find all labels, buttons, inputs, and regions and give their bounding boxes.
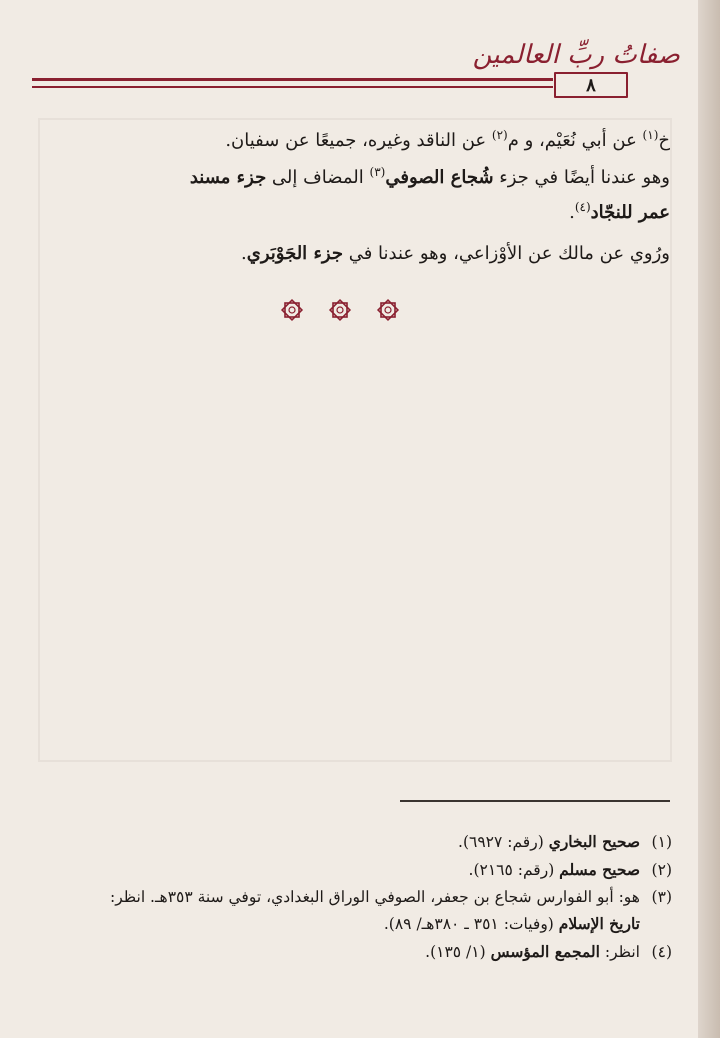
footnote-number: (١) xyxy=(651,833,672,851)
footnote-text: (رقم: ٦٩٢٧). xyxy=(458,833,549,851)
source-title: صحيح البخاري xyxy=(548,832,640,851)
body-line-1 xyxy=(225,128,670,151)
header-rule xyxy=(32,72,698,98)
text-run: . xyxy=(241,243,247,264)
source-title: صحيح مسلم xyxy=(559,860,640,879)
footnote-number: (٤) xyxy=(651,943,672,961)
header-rule-line-thick xyxy=(32,78,553,81)
text-run: وهو عندنا أيضًا في جزء xyxy=(493,167,670,188)
ornament-star-icon xyxy=(376,298,400,322)
body-line-2 xyxy=(190,165,670,188)
source-title: تاريخ الإسلام xyxy=(558,914,640,933)
footnote-rule xyxy=(400,800,670,802)
footnote-text: (وفيات: ٣٥١ ـ ٣٨٠هـ/ ٨٩). xyxy=(383,915,559,933)
text-run: خ xyxy=(658,130,670,151)
text-run: . xyxy=(569,202,575,223)
footnote-3-continued xyxy=(384,914,672,933)
ornament-star-icon xyxy=(328,298,352,322)
ornament-star-icon xyxy=(280,298,304,322)
page-number-box xyxy=(554,72,628,98)
source-title: المجمع المؤسس xyxy=(490,942,600,961)
footnote-number: (٢) xyxy=(651,861,672,879)
bold-term: جزء مسند xyxy=(189,167,267,188)
footnote-text: انظر: xyxy=(599,943,640,961)
text-run: عن أبي نُعَيْم، و م xyxy=(507,130,643,151)
footnote-ref-4[interactable]: (٤) xyxy=(574,200,591,214)
footnote-ref-2[interactable]: (٢) xyxy=(491,128,508,142)
body-line-3 xyxy=(569,200,670,223)
bold-term: جزء الجَوْبَري xyxy=(246,243,343,264)
bold-term: شُجاع الصوفي xyxy=(385,167,494,188)
footnote-3 xyxy=(110,888,672,906)
header-rule-line-thin xyxy=(32,86,553,88)
bold-term: عمر للنجّاد xyxy=(590,202,670,223)
text-run: عن الناقد وغيره، جميعًا عن سفيان. xyxy=(225,130,492,151)
footnote-text: (رقم: ٢١٦٥). xyxy=(468,861,560,879)
page-edge xyxy=(698,0,720,1038)
footnote-ref-1[interactable]: (١) xyxy=(642,128,659,142)
book-title: صفاتُ ربِّ العالمين xyxy=(472,40,680,70)
footnote-2 xyxy=(469,860,672,879)
footnote-1 xyxy=(458,832,672,851)
body-line-4 xyxy=(241,243,670,264)
footnote-text: (١/ ١٣٥). xyxy=(425,943,491,961)
section-divider xyxy=(280,298,400,324)
footnote-number: (٣) xyxy=(651,888,672,906)
text-run: المضاف إلى xyxy=(266,167,370,188)
footnote-ref-3[interactable]: (٣) xyxy=(369,165,386,179)
text-run: ورُوي عن مالك عن الأوْزاعي، وهو عندنا في xyxy=(342,243,670,264)
page-number: ٨ xyxy=(586,74,596,96)
footnote-text: هو: أبو الفوارس شجاع بن جعفر، الصوفي الوراق البغدادي، توفي سنة ٣٥٣هـ. انظر: xyxy=(110,888,640,906)
footnote-4 xyxy=(425,942,672,961)
